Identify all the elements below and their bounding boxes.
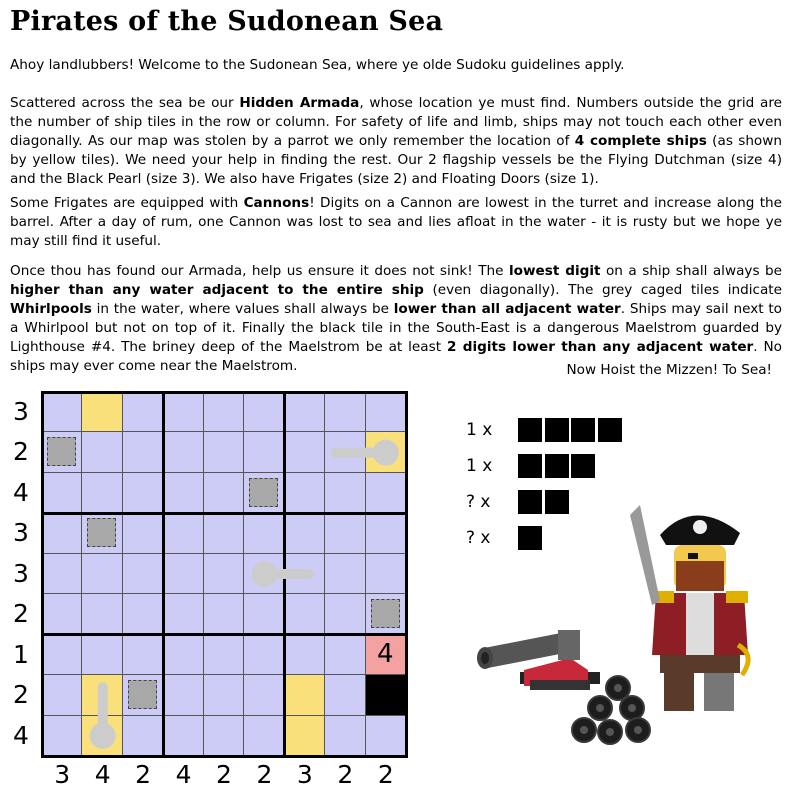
bold-keyword: higher than any water adjacent to the entire ship bbox=[10, 282, 424, 298]
paragraph-text: . Ships may sail next to a Whirlpool but not on top of it. Finally the black tile in the South-East is a dangerous Maelstrom guarded by Lighthouse #4. The briney deep of the Maelstrom be at least bbox=[10, 301, 782, 355]
fleet-row bbox=[466, 525, 545, 551]
fleet-row bbox=[466, 417, 624, 443]
fleet-count: 1 x bbox=[466, 456, 493, 476]
column-clue: 3 bbox=[296, 760, 313, 789]
bold-keyword: lower than all adjacent water bbox=[393, 301, 621, 317]
lost-cannon-icon bbox=[251, 561, 308, 587]
row-clue: 3 bbox=[13, 397, 29, 426]
row-clue: 2 bbox=[13, 680, 29, 710]
row-clue: 2 bbox=[13, 437, 29, 467]
paragraph-text: in the water, where values shall always be bbox=[91, 301, 394, 317]
bold-keyword: lowest digit bbox=[508, 263, 601, 279]
paragraph-text: Scattered across the sea be our bbox=[10, 95, 240, 111]
fleet-row bbox=[466, 489, 571, 515]
cannon-icon bbox=[335, 440, 399, 466]
pirate-captain-minifig-icon bbox=[630, 505, 760, 720]
bold-keyword: 2 digits lower than any adjacent water bbox=[446, 339, 754, 355]
ship-segment-icon bbox=[571, 454, 595, 478]
sudoku-grid bbox=[42, 392, 406, 756]
ship-segment-icon bbox=[545, 490, 569, 514]
paragraph-text: Once thou has found our Armada, help us ensure it does not sink! The bbox=[10, 263, 509, 279]
ship-segment-icon bbox=[518, 490, 542, 514]
ship-segment-icon bbox=[518, 418, 542, 442]
ship-segment-icon bbox=[518, 526, 542, 550]
column-clue: 2 bbox=[135, 760, 152, 789]
bold-keyword: Cannons bbox=[243, 195, 310, 211]
column-clue: 2 bbox=[256, 760, 273, 789]
puzzle-title: Pirates of the Sudonean Sea bbox=[10, 6, 444, 37]
column-clue: 2 bbox=[216, 760, 232, 789]
fleet-count: ? x bbox=[466, 492, 491, 512]
paragraph-text: , whose location ye must find. Numbers outside the grid are the number of ship tiles in the row or column. For safety of life and limb, ships may not touch each other even diagonally. As our map was stolen by a parrot we only remember the location of bbox=[10, 95, 783, 149]
row-clue: 3 bbox=[13, 558, 29, 588]
row-clue: 3 bbox=[13, 518, 29, 548]
ship-segment-icon bbox=[571, 418, 595, 442]
row-clue: 2 bbox=[13, 599, 29, 629]
paragraph-text: (as shown by yellow tiles). We need your help in finding the rest. Our 2 flagship vessels be the Flying Dutchman (size 4) and the Black Pearl (size 3). We also have Frigates (size 2) and Floating Doors (size 1). bbox=[10, 133, 782, 187]
column-clue: 3 bbox=[54, 760, 71, 789]
armada-rules-paragraph bbox=[10, 94, 782, 189]
row-clue: 1 bbox=[13, 639, 29, 669]
intro-text: Ahoy landlubbers! Welcome to the Sudonean Sea, where ye olde Sudoku guidelines apply. bbox=[10, 57, 625, 73]
ship-segment-icon bbox=[545, 418, 569, 442]
bold-keyword: Hidden Armada bbox=[239, 95, 360, 111]
column-clue: 2 bbox=[337, 760, 354, 789]
cannon-overlay bbox=[42, 392, 406, 756]
row-clue: 4 bbox=[13, 720, 29, 750]
bold-keyword: 4 complete ships bbox=[574, 133, 707, 149]
ship-segment-icon bbox=[598, 418, 622, 442]
column-clue: 4 bbox=[175, 760, 192, 789]
ship-segment-icon bbox=[518, 454, 542, 478]
row-clue: 4 bbox=[13, 477, 29, 507]
fleet-row bbox=[466, 453, 598, 479]
column-clue: 4 bbox=[94, 760, 111, 789]
cannon-icon bbox=[90, 687, 116, 749]
paragraph-text: (even diagonally). The grey caged tiles indicate bbox=[423, 282, 783, 298]
paragraph-text: . No ships may ever come near the Maelstrom. bbox=[10, 339, 782, 374]
ship-segment-icon bbox=[545, 454, 569, 478]
paragraph-text: ! Digits on a Cannon are lowest in the turret and increase along the barrel. After a day of rum, one Cannon was lost to sea and lies afloat in the water - it is rusty but we hope ye may still find it useful. bbox=[10, 195, 783, 249]
fleet-count: 1 x bbox=[466, 420, 493, 440]
paragraph-text: Some Frigates are equipped with bbox=[10, 195, 244, 211]
cannon-rules-paragraph bbox=[10, 194, 782, 251]
fleet-count: ? x bbox=[466, 528, 491, 548]
sinking-rules-paragraph bbox=[10, 262, 782, 376]
signoff-text: Now Hoist the Mizzen! To Sea! bbox=[566, 362, 772, 378]
column-clue: 2 bbox=[377, 760, 394, 789]
bold-keyword: Whirlpools bbox=[10, 301, 92, 317]
lighthouse-digit: 4 bbox=[376, 639, 394, 670]
paragraph-text: on a ship shall always be bbox=[600, 263, 782, 279]
